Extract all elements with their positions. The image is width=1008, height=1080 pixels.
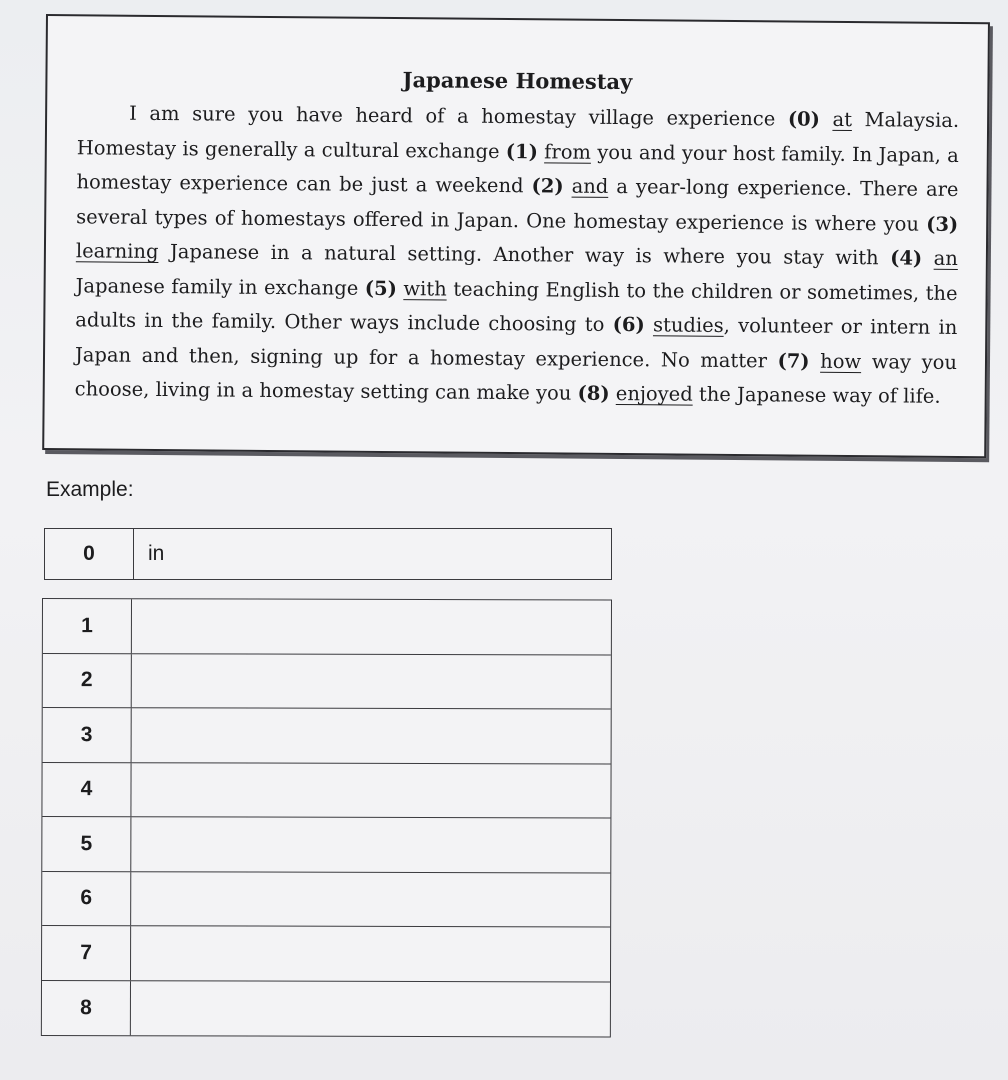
passage-segment: Japanese in a natural setting. Another way is where you stay with	[158, 239, 891, 270]
passage-segment	[645, 313, 653, 336]
answer-field[interactable]	[132, 599, 611, 654]
answer-row	[43, 708, 611, 764]
underlined-word: how	[820, 349, 862, 373]
passage-title: Japanese Homestay	[402, 67, 633, 95]
passage-segment: Malaysia. Homestay is generally a cultural exchange	[76, 108, 960, 163]
answer-field[interactable]	[131, 872, 610, 927]
answer-field[interactable]	[132, 654, 611, 709]
answer-row	[42, 817, 610, 873]
blank-number: (3)	[926, 212, 959, 236]
underlined-word: learning	[75, 239, 159, 263]
blank-number: (8)	[577, 381, 610, 405]
answer-field[interactable]	[131, 926, 610, 981]
answer-row	[42, 926, 610, 982]
underlined-word: at	[832, 107, 853, 132]
blank-number: (4)	[890, 246, 923, 270]
answer-row	[43, 599, 611, 655]
answer-number: 5	[42, 817, 131, 871]
answer-field[interactable]	[131, 763, 610, 818]
answer-field[interactable]	[132, 708, 611, 763]
underlined-word: studies	[652, 313, 724, 337]
underlined-word: an	[933, 246, 959, 270]
answer-row	[42, 981, 610, 1037]
answer-row	[43, 654, 611, 710]
passage-segment	[820, 108, 833, 131]
answer-number: 6	[42, 872, 131, 926]
answer-number: 1	[43, 599, 132, 653]
passage-segment: I am sure you have heard of a homestay village experience	[129, 101, 788, 131]
passage-segment: Japanese family in exchange	[75, 273, 365, 300]
blank-number: (1)	[505, 139, 538, 163]
blank-number: (0)	[787, 107, 821, 131]
example-answer: in	[148, 542, 165, 565]
answer-row	[42, 763, 610, 819]
passage-box	[42, 14, 990, 458]
passage-segment	[809, 349, 820, 372]
answer-number: 2	[43, 654, 132, 708]
underlined-word: from	[544, 139, 592, 164]
passage-segment: teaching English to the children or sometimes, the adults in the family. Other ways include choosing to	[75, 277, 958, 336]
passage-segment: , volunteer or intern in Japan and then, signing up for a homestay experience. No matter	[74, 313, 958, 372]
answer-number: 3	[43, 708, 132, 762]
passage-segment: way you choose, living in a homestay setting can make you	[74, 349, 958, 405]
blank-number: (7)	[777, 348, 810, 373]
answer-row	[42, 872, 610, 928]
passage-segment	[922, 247, 934, 270]
answer-table	[41, 598, 612, 1037]
underlined-word: with	[403, 276, 447, 301]
example-table	[44, 528, 612, 580]
passage-segment: you and your host family. In Japan, a homestay experience can be just a weekend	[76, 140, 959, 198]
passage-segment: a year-long experience. There are several types of homestays offered in Japan. One homestay experience is where you	[76, 174, 959, 236]
underlined-word: enjoyed	[615, 381, 693, 406]
blank-number: (5)	[364, 276, 397, 300]
underlined-word: and	[571, 174, 609, 198]
answer-number: 7	[42, 926, 131, 980]
passage-segment: the Japanese way of life.	[692, 382, 941, 408]
example-label: Example:	[46, 478, 134, 501]
example-number: 0	[45, 529, 134, 579]
answer-field[interactable]	[131, 817, 610, 872]
answer-number: 4	[42, 763, 131, 817]
answer-number: 8	[42, 981, 131, 1036]
answer-field[interactable]	[131, 981, 610, 1037]
passage-text	[75, 96, 960, 414]
blank-number: (2)	[531, 174, 564, 198]
blank-number: (6)	[612, 312, 645, 337]
